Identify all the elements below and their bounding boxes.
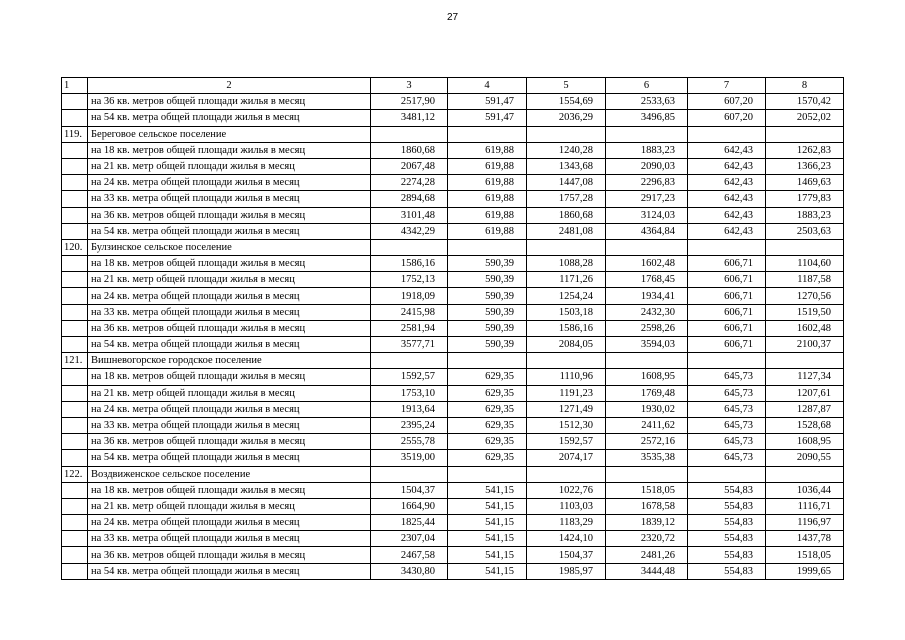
value-cell: 1270,56	[766, 288, 844, 304]
empty-cell	[448, 466, 527, 482]
value-cell: 1088,28	[527, 256, 606, 272]
value-cell: 1240,28	[527, 142, 606, 158]
value-cell: 2307,04	[371, 531, 448, 547]
section-title: Береговое сельское поселение	[88, 126, 371, 142]
table-row	[62, 175, 844, 191]
value-cell: 1528,68	[766, 417, 844, 433]
row-label: на 33 кв. метра общей площади жилья в месяц	[88, 417, 371, 433]
value-cell: 1608,95	[606, 369, 688, 385]
value-cell: 606,71	[688, 304, 766, 320]
row-number-cell	[62, 175, 88, 191]
value-cell: 629,35	[448, 450, 527, 466]
value-cell: 629,35	[448, 401, 527, 417]
row-label: на 21 кв. метр общей площади жилья в месяц	[88, 158, 371, 174]
value-cell: 1752,13	[371, 272, 448, 288]
value-cell: 2084,05	[527, 337, 606, 353]
row-number-cell	[62, 158, 88, 174]
row-number-cell	[62, 191, 88, 207]
table-row	[62, 320, 844, 336]
row-label: на 54 кв. метра общей площади жилья в месяц	[88, 450, 371, 466]
value-cell: 591,47	[448, 94, 527, 110]
column-header-1: 1	[62, 78, 88, 94]
value-cell: 1022,76	[527, 482, 606, 498]
empty-cell	[688, 466, 766, 482]
empty-cell	[606, 466, 688, 482]
value-cell: 2917,23	[606, 191, 688, 207]
table-row	[62, 142, 844, 158]
value-cell: 1999,65	[766, 563, 844, 579]
row-number-cell	[62, 320, 88, 336]
value-cell: 2894,68	[371, 191, 448, 207]
row-label: на 18 кв. метров общей площади жилья в месяц	[88, 482, 371, 498]
value-cell: 607,20	[688, 94, 766, 110]
row-number-cell	[62, 434, 88, 450]
value-cell: 541,15	[448, 531, 527, 547]
value-cell: 642,43	[688, 175, 766, 191]
value-cell: 619,88	[448, 191, 527, 207]
section-title: Вишневогорское городское поселение	[88, 353, 371, 369]
value-cell: 642,43	[688, 191, 766, 207]
value-cell: 1518,05	[606, 482, 688, 498]
row-number-cell	[62, 94, 88, 110]
value-cell: 590,39	[448, 256, 527, 272]
empty-cell	[527, 239, 606, 255]
value-cell: 1913,64	[371, 401, 448, 417]
table-row	[62, 498, 844, 514]
empty-cell	[688, 126, 766, 142]
table-row	[62, 288, 844, 304]
value-cell: 1753,10	[371, 385, 448, 401]
empty-cell	[688, 239, 766, 255]
row-number-cell	[62, 337, 88, 353]
value-cell: 629,35	[448, 369, 527, 385]
value-cell: 590,39	[448, 304, 527, 320]
value-cell: 645,73	[688, 401, 766, 417]
value-cell: 645,73	[688, 417, 766, 433]
value-cell: 642,43	[688, 223, 766, 239]
value-cell: 1116,71	[766, 498, 844, 514]
value-cell: 619,88	[448, 223, 527, 239]
row-label: на 24 кв. метра общей площади жилья в месяц	[88, 515, 371, 531]
value-cell: 629,35	[448, 417, 527, 433]
table-row	[62, 158, 844, 174]
value-cell: 2432,30	[606, 304, 688, 320]
value-cell: 1769,48	[606, 385, 688, 401]
value-cell: 541,15	[448, 482, 527, 498]
table-row	[62, 223, 844, 239]
value-cell: 1883,23	[766, 207, 844, 223]
value-cell: 3101,48	[371, 207, 448, 223]
page-number: 27	[446, 12, 459, 23]
column-header-7: 7	[688, 78, 766, 94]
value-cell: 1825,44	[371, 515, 448, 531]
value-cell: 1918,09	[371, 288, 448, 304]
section-number: 119.	[62, 126, 88, 142]
value-cell: 4342,29	[371, 223, 448, 239]
empty-cell	[371, 239, 448, 255]
table-row	[62, 272, 844, 288]
section-number: 121.	[62, 353, 88, 369]
value-cell: 1586,16	[527, 320, 606, 336]
value-cell: 2411,62	[606, 417, 688, 433]
row-label: на 24 кв. метра общей площади жилья в месяц	[88, 288, 371, 304]
row-label: на 54 кв. метра общей площади жилья в месяц	[88, 223, 371, 239]
value-cell: 606,71	[688, 272, 766, 288]
value-cell: 1779,83	[766, 191, 844, 207]
value-cell: 606,71	[688, 288, 766, 304]
row-label: на 21 кв. метр общей площади жилья в месяц	[88, 498, 371, 514]
value-cell: 1592,57	[527, 434, 606, 450]
value-cell: 1171,26	[527, 272, 606, 288]
value-cell: 1254,24	[527, 288, 606, 304]
value-cell: 1512,30	[527, 417, 606, 433]
row-label: на 18 кв. метров общей площади жилья в месяц	[88, 369, 371, 385]
column-header-5: 5	[527, 78, 606, 94]
table-row	[62, 256, 844, 272]
value-cell: 645,73	[688, 385, 766, 401]
value-cell: 645,73	[688, 369, 766, 385]
value-cell: 1424,10	[527, 531, 606, 547]
value-cell: 554,83	[688, 563, 766, 579]
value-cell: 1343,68	[527, 158, 606, 174]
table-row	[62, 563, 844, 579]
value-cell: 2517,90	[371, 94, 448, 110]
column-header-4: 4	[448, 78, 527, 94]
row-label: на 18 кв. метров общей площади жилья в месяц	[88, 256, 371, 272]
value-cell: 1664,90	[371, 498, 448, 514]
row-number-cell	[62, 450, 88, 466]
section-row	[62, 239, 844, 255]
value-cell: 3496,85	[606, 110, 688, 126]
row-label: на 33 кв. метра общей площади жилья в месяц	[88, 191, 371, 207]
row-number-cell	[62, 417, 88, 433]
row-number-cell	[62, 563, 88, 579]
value-cell: 1985,97	[527, 563, 606, 579]
value-cell: 3535,38	[606, 450, 688, 466]
row-label: на 24 кв. метра общей площади жилья в месяц	[88, 401, 371, 417]
value-cell: 642,43	[688, 207, 766, 223]
value-cell: 606,71	[688, 320, 766, 336]
value-cell: 541,15	[448, 498, 527, 514]
row-number-cell	[62, 385, 88, 401]
section-number: 120.	[62, 239, 88, 255]
value-cell: 1883,23	[606, 142, 688, 158]
row-number-cell	[62, 531, 88, 547]
empty-cell	[448, 353, 527, 369]
value-cell: 591,47	[448, 110, 527, 126]
value-cell: 554,83	[688, 515, 766, 531]
value-cell: 2052,02	[766, 110, 844, 126]
value-cell: 2274,28	[371, 175, 448, 191]
value-cell: 2572,16	[606, 434, 688, 450]
value-cell: 4364,84	[606, 223, 688, 239]
value-cell: 1554,69	[527, 94, 606, 110]
value-cell: 642,43	[688, 158, 766, 174]
value-cell: 2090,55	[766, 450, 844, 466]
value-cell: 2320,72	[606, 531, 688, 547]
value-cell: 1518,05	[766, 547, 844, 563]
table-row	[62, 531, 844, 547]
value-cell: 590,39	[448, 288, 527, 304]
value-cell: 619,88	[448, 158, 527, 174]
row-number-cell	[62, 401, 88, 417]
value-cell: 1287,87	[766, 401, 844, 417]
row-number-cell	[62, 207, 88, 223]
value-cell: 554,83	[688, 482, 766, 498]
row-number-cell	[62, 482, 88, 498]
row-label: на 33 кв. метра общей площади жилья в месяц	[88, 304, 371, 320]
section-row	[62, 353, 844, 369]
table-row	[62, 434, 844, 450]
value-cell: 3444,48	[606, 563, 688, 579]
value-cell: 1608,95	[766, 434, 844, 450]
row-number-cell	[62, 110, 88, 126]
empty-cell	[371, 466, 448, 482]
row-number-cell	[62, 304, 88, 320]
value-cell: 2415,98	[371, 304, 448, 320]
table-row	[62, 110, 844, 126]
row-number-cell	[62, 547, 88, 563]
value-cell: 2074,17	[527, 450, 606, 466]
row-label: на 54 кв. метра общей площади жилья в месяц	[88, 337, 371, 353]
value-cell: 1860,68	[527, 207, 606, 223]
empty-cell	[371, 353, 448, 369]
section-row	[62, 466, 844, 482]
value-cell: 2481,08	[527, 223, 606, 239]
row-label: на 21 кв. метр общей площади жилья в месяц	[88, 385, 371, 401]
value-cell: 606,71	[688, 337, 766, 353]
row-label: на 36 кв. метров общей площади жилья в месяц	[88, 547, 371, 563]
value-cell: 1570,42	[766, 94, 844, 110]
section-title: Булзинское сельское поселение	[88, 239, 371, 255]
row-label: на 21 кв. метр общей площади жилья в месяц	[88, 272, 371, 288]
value-cell: 1183,29	[527, 515, 606, 531]
value-cell: 1504,37	[527, 547, 606, 563]
value-cell: 2467,58	[371, 547, 448, 563]
row-label: на 54 кв. метра общей площади жилья в месяц	[88, 563, 371, 579]
value-cell: 1757,28	[527, 191, 606, 207]
value-cell: 2036,29	[527, 110, 606, 126]
empty-cell	[371, 126, 448, 142]
row-label: на 36 кв. метров общей площади жилья в месяц	[88, 434, 371, 450]
value-cell: 1207,61	[766, 385, 844, 401]
value-cell: 1934,41	[606, 288, 688, 304]
value-cell: 645,73	[688, 434, 766, 450]
value-cell: 2296,83	[606, 175, 688, 191]
row-label: на 18 кв. метров общей площади жилья в месяц	[88, 142, 371, 158]
table-row	[62, 547, 844, 563]
value-cell: 1592,57	[371, 369, 448, 385]
empty-cell	[606, 353, 688, 369]
empty-cell	[448, 126, 527, 142]
value-cell: 3594,03	[606, 337, 688, 353]
row-label: на 36 кв. метров общей площади жилья в месяц	[88, 207, 371, 223]
value-cell: 554,83	[688, 498, 766, 514]
value-cell: 1127,34	[766, 369, 844, 385]
value-cell: 619,88	[448, 207, 527, 223]
section-row	[62, 126, 844, 142]
value-cell: 1519,50	[766, 304, 844, 320]
table-row	[62, 401, 844, 417]
table-body	[62, 78, 844, 580]
table-row	[62, 304, 844, 320]
empty-cell	[606, 239, 688, 255]
value-cell: 541,15	[448, 547, 527, 563]
value-cell: 607,20	[688, 110, 766, 126]
row-label: на 36 кв. метров общей площади жилья в месяц	[88, 320, 371, 336]
column-header-2: 2	[88, 78, 371, 94]
value-cell: 645,73	[688, 450, 766, 466]
row-number-cell	[62, 288, 88, 304]
value-cell: 1503,18	[527, 304, 606, 320]
value-cell: 1262,83	[766, 142, 844, 158]
value-cell: 1191,23	[527, 385, 606, 401]
value-cell: 1103,03	[527, 498, 606, 514]
value-cell: 2090,03	[606, 158, 688, 174]
value-cell: 1036,44	[766, 482, 844, 498]
column-header-8: 8	[766, 78, 844, 94]
value-cell: 541,15	[448, 563, 527, 579]
value-cell: 590,39	[448, 337, 527, 353]
value-cell: 629,35	[448, 434, 527, 450]
table-row	[62, 515, 844, 531]
tariff-table	[61, 77, 844, 580]
value-cell: 1104,60	[766, 256, 844, 272]
table-row	[62, 337, 844, 353]
value-cell: 554,83	[688, 531, 766, 547]
table-row	[62, 417, 844, 433]
section-number: 122.	[62, 466, 88, 482]
table-header-row	[62, 78, 844, 94]
value-cell: 3430,80	[371, 563, 448, 579]
value-cell: 606,71	[688, 256, 766, 272]
table-row	[62, 450, 844, 466]
table-row	[62, 482, 844, 498]
value-cell: 554,83	[688, 547, 766, 563]
value-cell: 541,15	[448, 515, 527, 531]
value-cell: 1602,48	[766, 320, 844, 336]
row-number-cell	[62, 272, 88, 288]
value-cell: 2581,94	[371, 320, 448, 336]
value-cell: 1469,63	[766, 175, 844, 191]
column-header-3: 3	[371, 78, 448, 94]
value-cell: 1930,02	[606, 401, 688, 417]
value-cell: 1196,97	[766, 515, 844, 531]
value-cell: 1678,58	[606, 498, 688, 514]
value-cell: 3481,12	[371, 110, 448, 126]
empty-cell	[688, 353, 766, 369]
value-cell: 2100,37	[766, 337, 844, 353]
empty-cell	[766, 126, 844, 142]
value-cell: 1504,37	[371, 482, 448, 498]
value-cell: 619,88	[448, 142, 527, 158]
row-number-cell	[62, 498, 88, 514]
value-cell: 2395,24	[371, 417, 448, 433]
row-label: на 36 кв. метров общей площади жилья в месяц	[88, 94, 371, 110]
table-row	[62, 385, 844, 401]
row-label: на 33 кв. метра общей площади жилья в месяц	[88, 531, 371, 547]
value-cell: 590,39	[448, 320, 527, 336]
table-row	[62, 94, 844, 110]
value-cell: 1110,96	[527, 369, 606, 385]
empty-cell	[606, 126, 688, 142]
table-row	[62, 207, 844, 223]
value-cell: 3124,03	[606, 207, 688, 223]
table-row	[62, 191, 844, 207]
empty-cell	[527, 466, 606, 482]
value-cell: 629,35	[448, 385, 527, 401]
value-cell: 642,43	[688, 142, 766, 158]
value-cell: 1768,45	[606, 272, 688, 288]
value-cell: 2067,48	[371, 158, 448, 174]
section-title: Воздвиженское сельское поселение	[88, 466, 371, 482]
row-number-cell	[62, 223, 88, 239]
row-label: на 54 кв. метра общей площади жилья в месяц	[88, 110, 371, 126]
value-cell: 1586,16	[371, 256, 448, 272]
empty-cell	[527, 126, 606, 142]
row-number-cell	[62, 515, 88, 531]
row-label: на 24 кв. метра общей площади жилья в месяц	[88, 175, 371, 191]
value-cell: 1187,58	[766, 272, 844, 288]
row-number-cell	[62, 369, 88, 385]
value-cell: 590,39	[448, 272, 527, 288]
empty-cell	[766, 239, 844, 255]
value-cell: 1860,68	[371, 142, 448, 158]
row-number-cell	[62, 256, 88, 272]
value-cell: 1839,12	[606, 515, 688, 531]
value-cell: 2598,26	[606, 320, 688, 336]
value-cell: 1271,49	[527, 401, 606, 417]
value-cell: 1447,08	[527, 175, 606, 191]
value-cell: 1366,23	[766, 158, 844, 174]
value-cell: 619,88	[448, 175, 527, 191]
value-cell: 2503,63	[766, 223, 844, 239]
value-cell: 3577,71	[371, 337, 448, 353]
empty-cell	[448, 239, 527, 255]
value-cell: 2481,26	[606, 547, 688, 563]
empty-cell	[766, 353, 844, 369]
column-header-6: 6	[606, 78, 688, 94]
table-row	[62, 369, 844, 385]
empty-cell	[766, 466, 844, 482]
value-cell: 2533,63	[606, 94, 688, 110]
value-cell: 1437,78	[766, 531, 844, 547]
value-cell: 2555,78	[371, 434, 448, 450]
empty-cell	[527, 353, 606, 369]
value-cell: 3519,00	[371, 450, 448, 466]
value-cell: 1602,48	[606, 256, 688, 272]
row-number-cell	[62, 142, 88, 158]
